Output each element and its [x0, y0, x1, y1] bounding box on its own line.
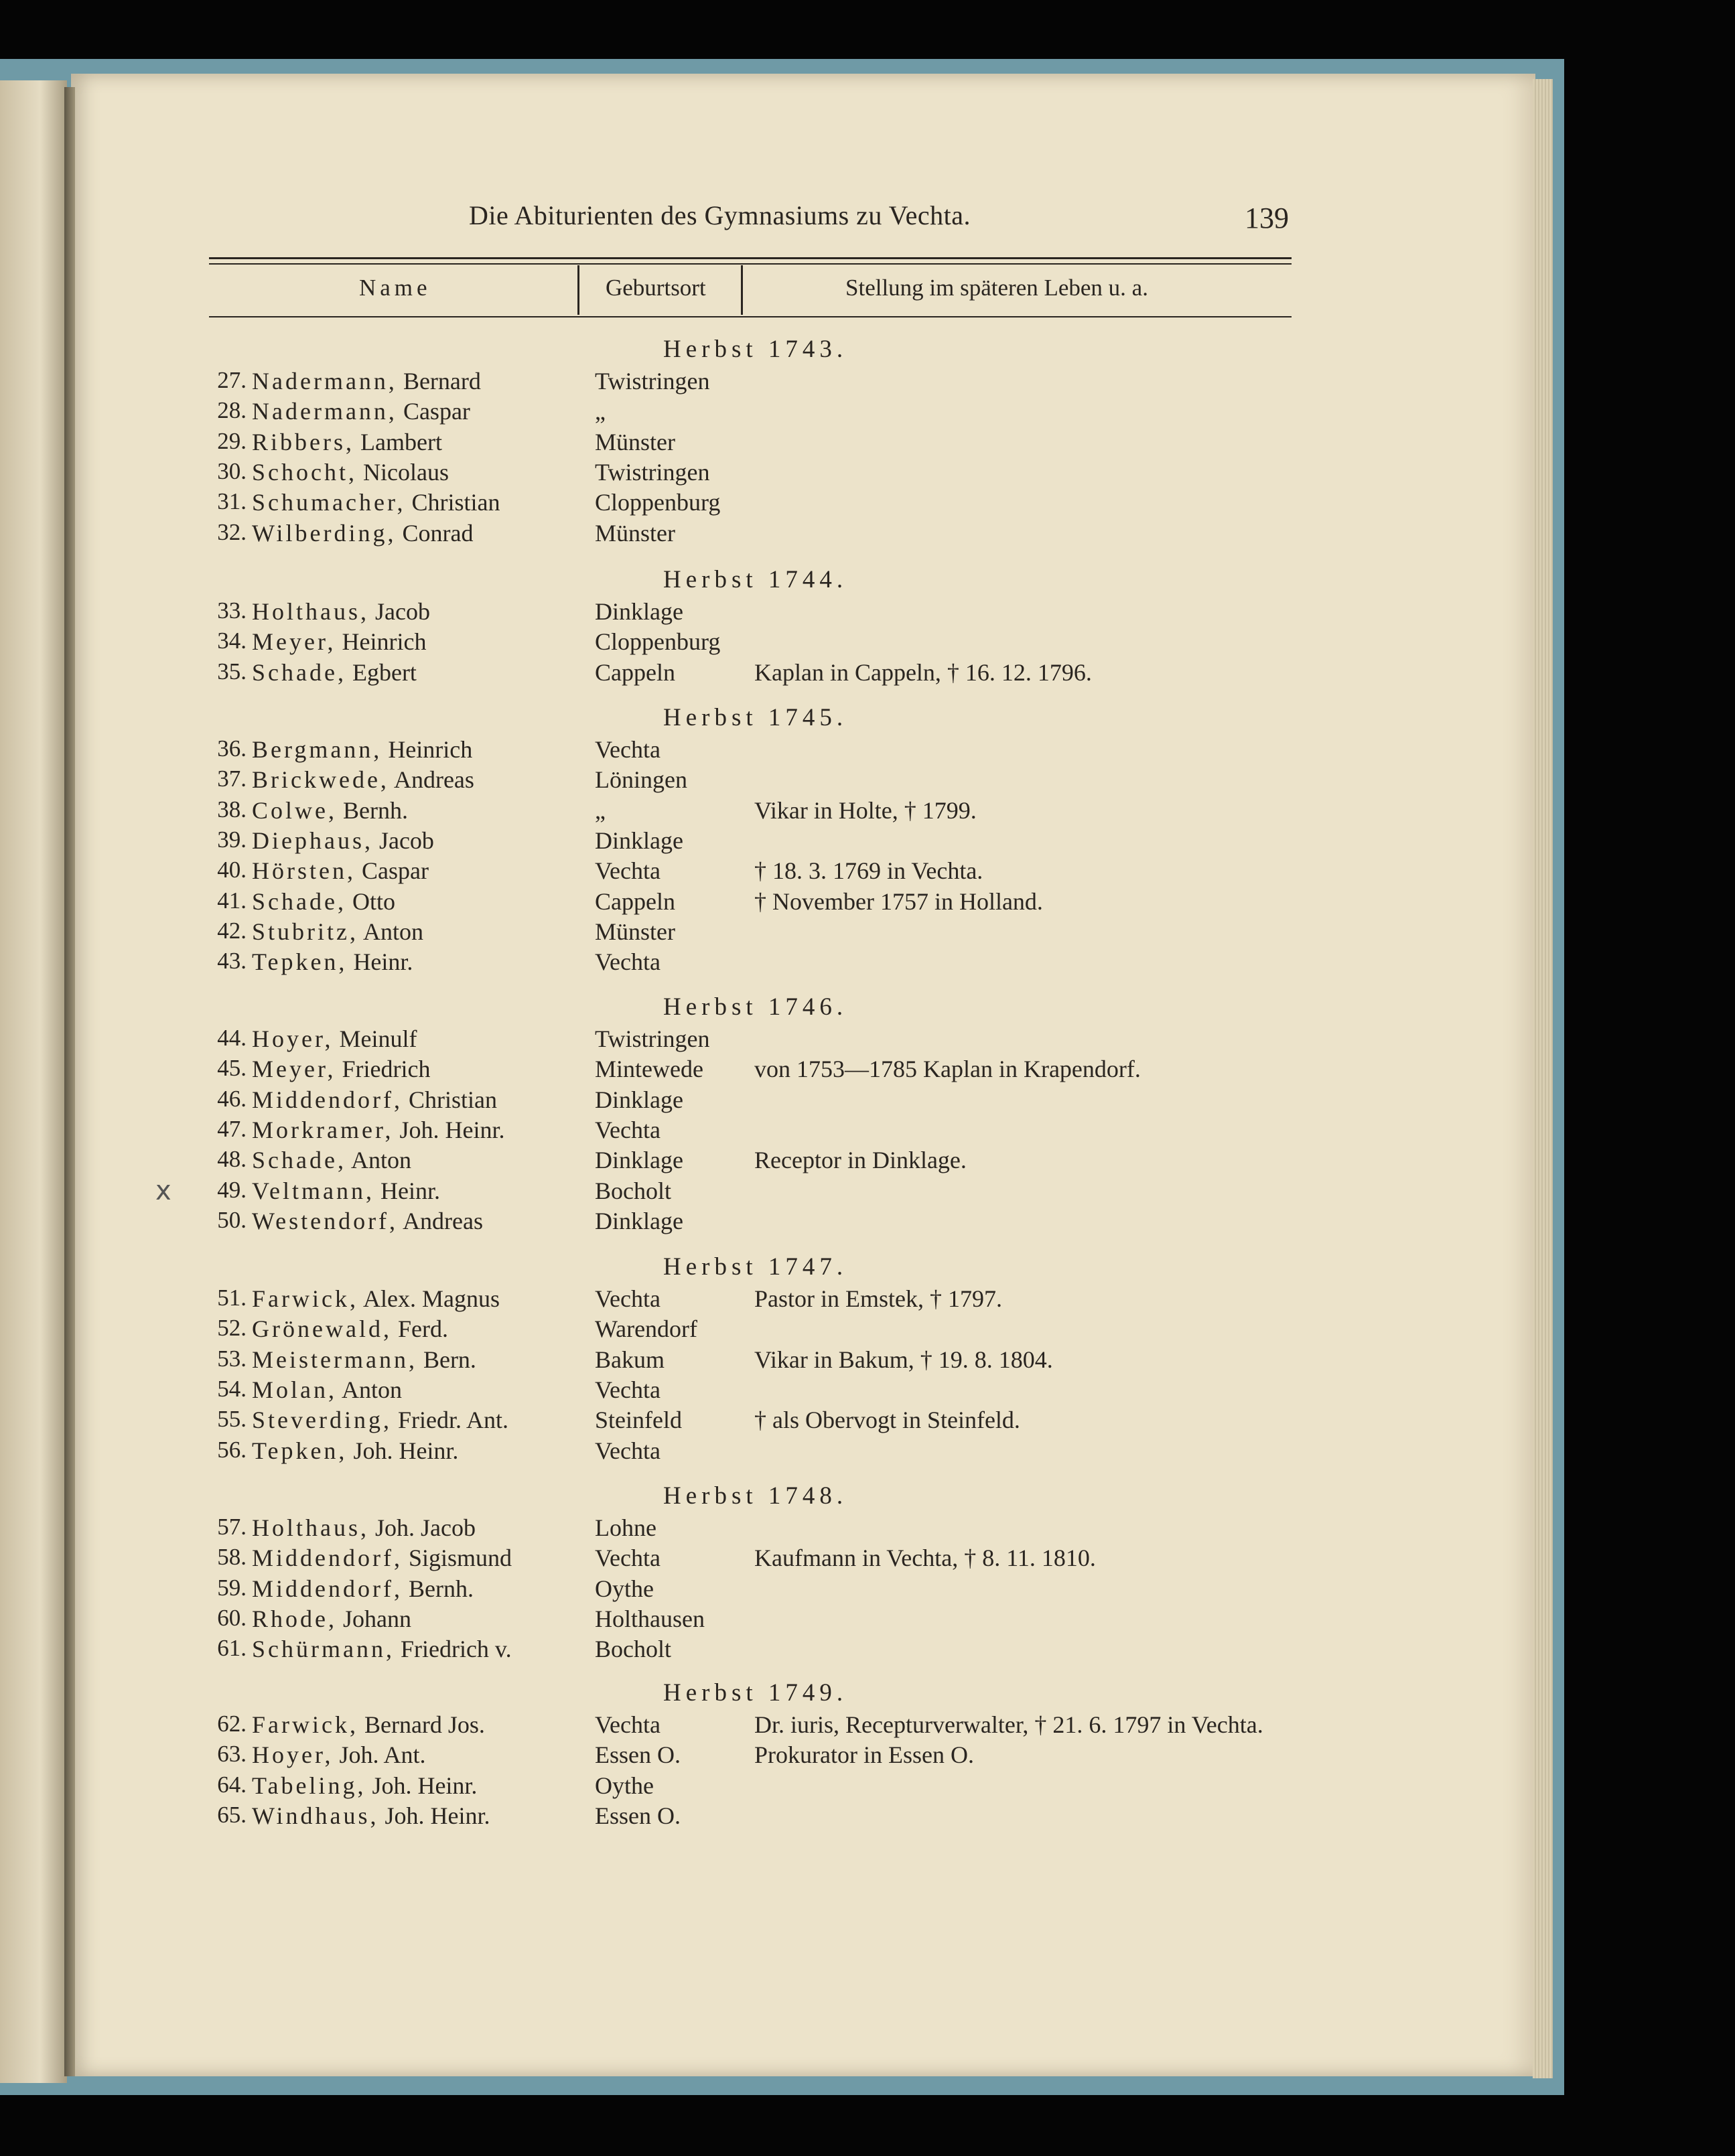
entry-birthplace: Vechta — [595, 948, 661, 976]
column-header-name: Name — [359, 275, 431, 301]
entry-surname: Hoyer, — [252, 1741, 334, 1769]
list-item — [0, 1177, 1735, 1206]
entry-given-name: Bernard Jos. — [364, 1711, 485, 1738]
entry-given-name: Christian — [408, 1086, 497, 1113]
entry-given-name: Friedrich v. — [400, 1636, 512, 1663]
entry-number: 30. — [217, 457, 247, 484]
entry-number: 27. — [217, 367, 247, 393]
entry-position: † November 1757 in Holland. — [754, 887, 1043, 915]
entry-surname: Middendorf, — [252, 1544, 403, 1572]
list-item — [0, 397, 1735, 427]
entry-birthplace: Dinklage — [595, 827, 683, 854]
entry-given-name: Caspar — [361, 857, 429, 885]
entry-given-name: Joh. Heinr. — [399, 1116, 505, 1143]
entry-given-name: Anton — [342, 1376, 403, 1403]
entry-number: 62. — [217, 1711, 247, 1737]
entry-birthplace: Vechta — [595, 1711, 661, 1738]
list-item — [0, 428, 1735, 457]
entry-name — [252, 1177, 440, 1205]
entry-birthplace: Vechta — [595, 1116, 661, 1143]
entry-given-name: Joh. Heinr. — [385, 1802, 490, 1829]
entry-name — [252, 1285, 500, 1313]
entry-name — [252, 1086, 497, 1114]
entry-surname: Schade, — [252, 658, 346, 686]
list-item — [0, 1544, 1735, 1573]
entry-number: 50. — [217, 1206, 247, 1233]
entry-surname: Middendorf, — [252, 1086, 403, 1113]
entry-position: Kaufmann in Vechta, † 8. 11. 1810. — [754, 1544, 1096, 1572]
entry-number: 54. — [217, 1375, 247, 1402]
entry-given-name: Ferd. — [397, 1315, 448, 1343]
entry-number: 64. — [217, 1771, 247, 1798]
entry-birthplace: Bocholt — [595, 1177, 671, 1204]
entry-surname: Diephaus, — [252, 827, 373, 854]
entry-birthplace: Bakum — [595, 1346, 665, 1373]
list-item — [0, 1605, 1735, 1634]
entry-position: Vikar in Holte, † 1799. — [754, 796, 977, 824]
entry-given-name: Otto — [352, 887, 395, 915]
header-rule-top-second — [209, 263, 1292, 265]
entry-number: 39. — [217, 826, 247, 853]
entry-surname: Tepken, — [252, 948, 348, 976]
entry-number: 52. — [217, 1315, 247, 1342]
entry-birthplace: Löningen — [595, 766, 687, 794]
entry-name — [252, 458, 449, 486]
entry-number: 41. — [217, 887, 247, 914]
list-item — [0, 766, 1735, 795]
entry-given-name: Nicolaus — [362, 458, 449, 486]
entry-surname: Nadermann, — [252, 398, 397, 425]
entry-surname: Steverding, — [252, 1407, 392, 1434]
entry-number: 63. — [217, 1741, 247, 1768]
entry-number: 32. — [217, 518, 247, 545]
entry-surname: Grönewald, — [252, 1315, 392, 1343]
entry-birthplace: Steinfeld — [595, 1407, 682, 1434]
section-title: Herbst 1743. — [663, 336, 848, 363]
entry-number: 36. — [217, 735, 247, 762]
entry-name — [252, 1346, 476, 1374]
entry-position: Vikar in Bakum, † 19. 8. 1804. — [754, 1346, 1053, 1373]
entry-name — [252, 1802, 490, 1830]
list-item — [0, 1406, 1735, 1435]
list-item — [0, 658, 1735, 688]
entry-name — [252, 1544, 512, 1572]
entry-birthplace: Cloppenburg — [595, 489, 721, 516]
entry-surname: Wilberding, — [252, 519, 397, 547]
entry-given-name: Friedrich — [342, 1056, 431, 1083]
entry-given-name: Joh. Heinr. — [372, 1772, 478, 1799]
entry-birthplace: Oythe — [595, 1575, 654, 1602]
entry-number: 44. — [217, 1025, 247, 1051]
entry-name — [252, 1315, 448, 1343]
entry-name — [252, 1376, 402, 1404]
entry-name — [252, 1437, 458, 1465]
entry-number: 60. — [217, 1604, 247, 1631]
entry-position: Dr. iuris, Recepturverwalter, † 21. 6. 1797 in Vechta. — [754, 1711, 1263, 1738]
entry-number: 57. — [217, 1514, 247, 1540]
entry-given-name: Conrad — [402, 519, 474, 547]
entry-birthplace: Münster — [595, 428, 675, 455]
entry-surname: Schade, — [252, 1147, 346, 1174]
entry-given-name: Bernh. — [408, 1575, 474, 1602]
entry-given-name: Lambert — [360, 428, 442, 455]
entry-surname: Meistermann, — [252, 1346, 417, 1373]
entry-name — [252, 1772, 477, 1800]
list-item — [0, 1635, 1735, 1664]
entry-given-name: Sigismund — [408, 1544, 512, 1572]
entry-name — [252, 1055, 430, 1083]
list-item — [0, 1055, 1735, 1084]
entry-given-name: Jacob — [378, 827, 434, 854]
entry-given-name: Anton — [363, 918, 424, 945]
entry-surname: Hoyer, — [252, 1025, 334, 1052]
list-item — [0, 628, 1735, 657]
list-item — [0, 1741, 1735, 1770]
list-item — [0, 1315, 1735, 1344]
list-item — [0, 1146, 1735, 1175]
entry-surname: Stubritz, — [252, 918, 358, 945]
list-item — [0, 1376, 1735, 1405]
entry-name — [252, 796, 408, 824]
entry-name — [252, 519, 474, 547]
entry-given-name: Egbert — [352, 658, 417, 686]
entry-surname: Colwe, — [252, 796, 337, 824]
entry-given-name: Anton — [350, 1147, 411, 1174]
entry-surname: Windhaus, — [252, 1802, 379, 1829]
entry-surname: Hörsten, — [252, 857, 356, 885]
entry-number: 65. — [217, 1801, 247, 1828]
entry-position: Pastor in Emstek, † 1797. — [754, 1285, 1002, 1312]
entry-birthplace: Mintewede — [595, 1056, 703, 1083]
entry-name — [252, 628, 426, 656]
entry-surname: Schürmann, — [252, 1636, 395, 1663]
entry-given-name: Bernard — [403, 368, 481, 394]
entry-given-name: Bernh. — [343, 796, 408, 824]
section-title: Herbst 1744. — [663, 566, 848, 593]
entry-name — [252, 397, 470, 425]
entry-number: 61. — [217, 1635, 247, 1662]
entry-birthplace: Vechta — [595, 736, 661, 763]
entry-surname: Holthaus, — [252, 1514, 369, 1541]
entry-given-name: Heinr. — [380, 1177, 440, 1204]
section-title: Herbst 1749. — [663, 1679, 848, 1707]
entry-number: 48. — [217, 1146, 247, 1173]
entry-birthplace: Twistringen — [595, 1025, 710, 1052]
entry-name — [252, 1514, 476, 1542]
entry-given-name: Joh. Heinr. — [353, 1437, 459, 1464]
list-item — [0, 948, 1735, 977]
entry-surname: Tabeling, — [252, 1772, 366, 1799]
list-item — [0, 1514, 1735, 1543]
entry-number: 40. — [217, 857, 247, 883]
entry-number: 34. — [217, 628, 247, 654]
column-header-birthplace: Geburtsort — [606, 275, 706, 301]
entry-name — [252, 658, 417, 687]
entry-name — [252, 1575, 474, 1603]
entry-birthplace: Essen O. — [595, 1802, 681, 1829]
entry-birthplace: Twistringen — [595, 368, 710, 394]
entry-given-name: Bern. — [423, 1346, 476, 1373]
entry-surname: Meyer, — [252, 628, 336, 656]
entry-position: Receptor in Dinklage. — [754, 1147, 967, 1174]
section-title: Herbst 1748. — [663, 1482, 848, 1510]
entry-birthplace: Münster — [595, 519, 675, 547]
list-item — [0, 1437, 1735, 1466]
entry-surname: Nadermann, — [252, 368, 397, 394]
entry-birthplace: Bocholt — [595, 1636, 671, 1663]
entry-birthplace: Cappeln — [595, 887, 675, 915]
column-divider-2 — [741, 265, 743, 315]
list-item — [0, 1772, 1735, 1801]
entry-name — [252, 1406, 508, 1434]
entry-given-name: Andreas — [393, 766, 474, 794]
entry-number: 33. — [217, 597, 247, 624]
entry-name — [252, 887, 395, 916]
entry-surname: Bergmann, — [252, 736, 383, 763]
list-item — [0, 1575, 1735, 1604]
list-item — [0, 367, 1735, 397]
entry-given-name: Joh. Ant. — [339, 1741, 426, 1769]
entry-name — [252, 1207, 483, 1235]
entry-birthplace: Holthausen — [595, 1605, 705, 1632]
section-title: Herbst 1746. — [663, 993, 848, 1021]
entry-given-name: Joh. Jacob — [375, 1514, 476, 1541]
list-item — [0, 857, 1735, 886]
entry-surname: Tepken, — [252, 1437, 348, 1464]
entry-name — [252, 1635, 512, 1663]
entry-given-name: Heinr. — [353, 948, 413, 976]
entry-number: 29. — [217, 427, 247, 454]
entry-name — [252, 1146, 411, 1174]
entry-surname: Farwick, — [252, 1285, 358, 1312]
entry-surname: Schade, — [252, 887, 346, 915]
entry-number: 43. — [217, 948, 247, 975]
entry-name — [252, 735, 472, 764]
entry-name — [252, 367, 481, 395]
entry-birthplace: Vechta — [595, 1376, 661, 1403]
list-item — [0, 1346, 1735, 1375]
entry-number: 28. — [217, 397, 247, 424]
entry-name — [252, 597, 430, 626]
column-divider-1 — [577, 265, 579, 315]
entry-number: 58. — [217, 1544, 247, 1571]
entry-number: 42. — [217, 917, 247, 944]
section-title: Herbst 1745. — [663, 704, 848, 731]
entry-birthplace: „ — [595, 398, 606, 425]
list-item — [0, 827, 1735, 856]
entry-surname: Rhode, — [252, 1605, 337, 1632]
column-header-position: Stellung im späteren Leben u. a. — [845, 275, 1148, 301]
running-head: Die Abiturienten des Gymnasiums zu Vechta. — [469, 200, 971, 230]
list-item — [0, 887, 1735, 917]
entry-name — [252, 488, 500, 516]
entry-number: 59. — [217, 1574, 247, 1601]
entry-surname: Westendorf, — [252, 1207, 399, 1234]
entry-birthplace: Cappeln — [595, 658, 675, 686]
entry-name — [252, 1025, 417, 1053]
entry-birthplace: Dinklage — [595, 598, 683, 625]
entry-birthplace: Dinklage — [595, 1207, 683, 1234]
entry-given-name: Johann — [343, 1605, 411, 1632]
header-rule-bottom — [209, 316, 1292, 317]
entry-given-name: Alex. Magnus — [362, 1285, 500, 1312]
list-item — [0, 597, 1735, 627]
entry-surname: Molan, — [252, 1376, 337, 1403]
list-item — [0, 1285, 1735, 1314]
entry-number: 46. — [217, 1085, 247, 1112]
list-item — [0, 1711, 1735, 1740]
entry-surname: Middendorf, — [252, 1575, 403, 1602]
entry-given-name: Heinrich — [342, 628, 427, 656]
entry-number: 47. — [217, 1115, 247, 1142]
entry-birthplace: Oythe — [595, 1772, 654, 1799]
list-item — [0, 918, 1735, 947]
entry-given-name: Jacob — [375, 598, 430, 625]
entry-name — [252, 428, 442, 456]
list-item — [0, 1025, 1735, 1054]
entry-surname: Holthaus, — [252, 598, 369, 625]
entry-position: † 18. 3. 1769 in Vechta. — [754, 857, 983, 885]
entry-given-name: Meinulf — [339, 1025, 417, 1052]
entry-birthplace: Vechta — [595, 1285, 661, 1312]
entry-surname: Schocht, — [252, 458, 357, 486]
entry-number: 55. — [217, 1406, 247, 1433]
entry-name — [252, 1711, 485, 1739]
entry-birthplace: Lohne — [595, 1514, 656, 1541]
entry-given-name: Caspar — [403, 398, 470, 425]
entry-surname: Veltmann, — [252, 1177, 374, 1204]
entry-surname: Ribbers, — [252, 428, 354, 455]
entry-number: 51. — [217, 1285, 247, 1311]
entry-surname: Schumacher, — [252, 489, 406, 516]
entry-birthplace: Vechta — [595, 1544, 661, 1572]
page-number: 139 — [1245, 202, 1289, 234]
entry-number: 35. — [217, 658, 247, 685]
entry-number: 45. — [217, 1055, 247, 1082]
entry-position: Prokurator in Essen O. — [754, 1741, 974, 1769]
entry-birthplace: Essen O. — [595, 1741, 681, 1769]
list-item — [0, 1086, 1735, 1115]
entry-name — [252, 827, 434, 855]
entry-position: Kaplan in Cappeln, † 16. 12. 1796. — [754, 658, 1092, 686]
entry-name — [252, 1116, 505, 1144]
entry-position: von 1753—1785 Kaplan in Krapendorf. — [754, 1056, 1141, 1083]
entry-birthplace: Dinklage — [595, 1147, 683, 1174]
entry-number: 37. — [217, 766, 247, 792]
entry-name — [252, 1605, 411, 1633]
entry-given-name: Friedr. Ant. — [397, 1407, 508, 1434]
entry-name — [252, 1741, 426, 1769]
entry-given-name: Andreas — [403, 1207, 484, 1234]
entry-surname: Farwick, — [252, 1711, 358, 1738]
entry-given-name: Heinrich — [388, 736, 473, 763]
entry-birthplace: Warendorf — [595, 1315, 698, 1343]
entry-birthplace: Vechta — [595, 1437, 661, 1464]
entry-name — [252, 948, 413, 976]
list-item — [0, 1802, 1735, 1831]
entry-number: 56. — [217, 1436, 247, 1463]
entry-birthplace: Münster — [595, 918, 675, 945]
entry-number: 53. — [217, 1345, 247, 1372]
entry-number: 49. — [217, 1176, 247, 1203]
entry-birthplace: Cloppenburg — [595, 628, 721, 656]
entry-surname: Morkramer, — [252, 1116, 394, 1143]
list-item — [0, 1116, 1735, 1145]
entry-birthplace: Vechta — [595, 857, 661, 885]
entry-birthplace: Twistringen — [595, 458, 710, 486]
entry-surname: Meyer, — [252, 1056, 336, 1083]
entry-given-name: Christian — [411, 489, 500, 516]
list-item — [0, 519, 1735, 549]
list-item — [0, 1207, 1735, 1236]
entry-position: † als Obervogt in Steinfeld. — [754, 1407, 1020, 1434]
section-title: Herbst 1747. — [663, 1253, 848, 1281]
entry-number: 31. — [217, 488, 247, 515]
list-item — [0, 488, 1735, 518]
list-item — [0, 458, 1735, 488]
entry-name — [252, 766, 474, 794]
entry-birthplace: Dinklage — [595, 1086, 683, 1113]
entry-name — [252, 857, 429, 885]
entry-name — [252, 918, 423, 946]
margin-annotation: x — [155, 1175, 171, 1206]
entry-surname: Brickwede, — [252, 766, 389, 794]
header-rule-top — [209, 257, 1292, 259]
list-item — [0, 735, 1735, 765]
entry-birthplace: „ — [595, 796, 606, 824]
list-item — [0, 796, 1735, 826]
entry-number: 38. — [217, 796, 247, 822]
